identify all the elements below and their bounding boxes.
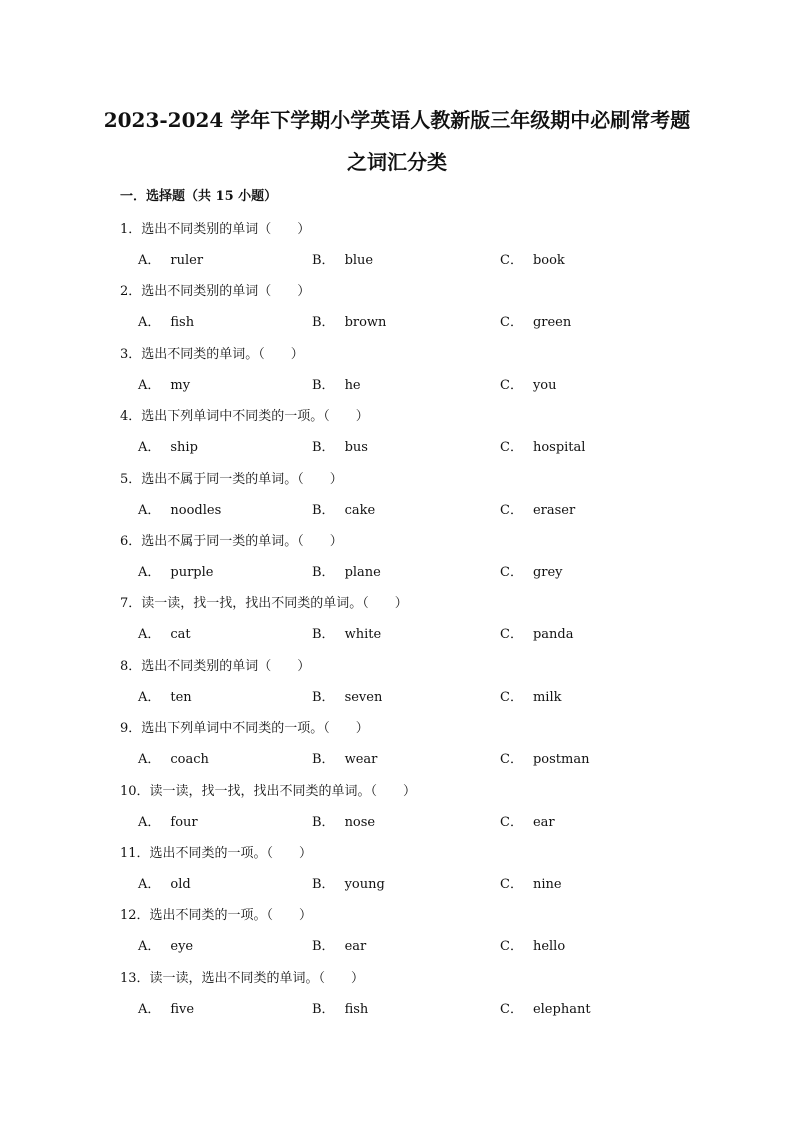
option-text: eye: [170, 939, 194, 955]
option-text: green: [532, 315, 572, 331]
question-stem: 13．读一读，选出不同类的单词。（ ）: [120, 970, 365, 986]
option-b: [312, 561, 381, 580]
question-item: [120, 592, 680, 652]
question-stem: 7．读一读，找一找，找出不同类的单词。（ ）: [120, 596, 408, 612]
option-label: B．: [312, 253, 335, 268]
option-text: white: [344, 627, 382, 643]
option-label: B．: [312, 315, 335, 331]
option-text: cake: [344, 502, 376, 518]
option-text: grey: [532, 565, 563, 580]
question-item: [120, 343, 680, 403]
option-label: A．: [138, 814, 161, 830]
option-label: C．: [500, 440, 523, 456]
option-text: cat: [170, 627, 191, 643]
option-label: C．: [500, 1001, 523, 1017]
question-stem: 5．选出不属于同一类的单词。（ ）: [120, 471, 343, 487]
option-b: [312, 311, 386, 330]
question-stem: 9．选出下列单词中不同类的一项。（ ）: [120, 721, 369, 737]
option-text: four: [170, 814, 198, 830]
option-text: plane: [344, 565, 381, 580]
option-label: B．: [312, 565, 335, 580]
option-text: ear: [344, 939, 367, 955]
option-text: nine: [532, 877, 562, 892]
option-label: B．: [312, 440, 335, 456]
option-label: B．: [312, 627, 335, 643]
option-label: B．: [312, 814, 335, 830]
question-item: [120, 468, 680, 528]
question-item: [120, 655, 680, 715]
question-stem: 2．选出不同类别的单词（ ）: [120, 284, 311, 300]
option-a: [138, 998, 194, 1017]
option-label: C．: [500, 565, 523, 580]
option-label: B．: [312, 689, 335, 705]
option-c: [500, 873, 562, 892]
option-label: C．: [500, 627, 523, 643]
option-label: A．: [138, 315, 161, 331]
option-text: five: [170, 1001, 195, 1017]
option-c: [500, 623, 573, 642]
option-label: C．: [500, 315, 523, 331]
option-a: [138, 623, 191, 642]
option-c: [500, 561, 563, 580]
option-label: C．: [500, 377, 523, 393]
option-c: [500, 811, 555, 830]
question-item: [120, 967, 680, 1027]
option-text: postman: [532, 752, 590, 768]
option-text: ship: [170, 440, 198, 456]
section-heading: 一．选择题（共 15 小题）: [120, 189, 278, 204]
option-text: nose: [344, 814, 376, 830]
question-item: [120, 842, 680, 902]
option-c: [500, 436, 585, 455]
option-label: A．: [138, 939, 161, 955]
option-text: blue: [344, 253, 374, 268]
option-b: [312, 935, 366, 954]
option-c: [500, 374, 557, 393]
question-stem: 12．选出不同类的一项。（ ）: [120, 908, 313, 924]
option-c: [500, 311, 571, 330]
option-text: book: [532, 253, 565, 268]
option-c: [500, 935, 565, 954]
document-title-line-1: 2023-2024 学年下学期小学英语人教新版三年级期中必刷常考题: [103, 108, 691, 132]
option-a: [138, 686, 192, 705]
option-c: [500, 249, 565, 268]
option-label: B．: [312, 752, 335, 768]
question-item: [120, 530, 680, 590]
option-label: A．: [138, 627, 161, 643]
option-a: [138, 436, 198, 455]
question-stem: 4．选出下列单词中不同类的一项。（ ）: [120, 409, 369, 425]
option-text: panda: [532, 627, 574, 643]
option-b: [312, 686, 382, 705]
option-a: [138, 748, 209, 767]
option-b: [312, 748, 377, 767]
question-stem: 3．选出不同类的单词。（ ）: [120, 346, 304, 362]
option-a: [138, 374, 190, 393]
option-text: purple: [170, 565, 214, 580]
option-b: [312, 811, 375, 830]
question-stem: 1．选出不同类别的单词（ ）: [120, 222, 311, 237]
option-label: A．: [138, 565, 161, 580]
option-a: [138, 311, 194, 330]
question-item: [120, 405, 680, 465]
option-b: [312, 623, 381, 642]
option-label: B．: [312, 502, 335, 518]
option-b: [312, 249, 373, 268]
option-text: young: [344, 877, 385, 892]
option-c: [500, 686, 561, 705]
option-label: A．: [138, 689, 161, 705]
question-item: [120, 904, 680, 964]
option-label: A．: [138, 877, 161, 892]
question-item: [120, 717, 680, 777]
option-text: you: [532, 377, 557, 393]
option-label: C．: [500, 253, 523, 268]
option-text: brown: [344, 315, 387, 331]
option-label: C．: [500, 689, 523, 705]
option-text: bus: [344, 440, 368, 456]
option-label: A．: [138, 752, 161, 768]
option-label: C．: [500, 814, 523, 830]
option-text: elephant: [532, 1001, 591, 1017]
question-item: [120, 280, 680, 340]
option-text: fish: [170, 315, 195, 331]
option-a: [138, 561, 213, 580]
option-text: seven: [344, 689, 383, 705]
option-c: [500, 499, 575, 518]
option-b: [312, 873, 385, 892]
question-item: [120, 780, 680, 840]
option-a: [138, 811, 198, 830]
option-label: C．: [500, 752, 523, 768]
document-title-line-2: 之词汇分类: [347, 150, 447, 174]
option-text: old: [170, 877, 191, 892]
option-text: coach: [170, 752, 209, 768]
option-text: eraser: [532, 502, 576, 518]
question-stem: 6．选出不属于同一类的单词。（ ）: [120, 534, 343, 549]
option-label: A．: [138, 377, 161, 393]
option-b: [312, 374, 361, 393]
option-text: my: [170, 377, 191, 393]
option-a: [138, 499, 221, 518]
option-label: C．: [500, 502, 523, 518]
option-text: he: [344, 377, 361, 393]
option-text: hospital: [532, 440, 586, 456]
option-text: fish: [344, 1001, 369, 1017]
option-label: B．: [312, 377, 335, 393]
option-label: B．: [312, 939, 335, 955]
option-text: milk: [532, 689, 562, 705]
option-b: [312, 436, 368, 455]
option-a: [138, 935, 193, 954]
option-label: C．: [500, 939, 523, 955]
option-text: ten: [170, 689, 192, 705]
option-label: B．: [312, 1001, 335, 1017]
option-label: B．: [312, 877, 335, 892]
question-item: [120, 218, 680, 278]
option-text: ear: [532, 814, 555, 830]
option-label: A．: [138, 502, 161, 518]
question-stem: 11．选出不同类的一项。（ ）: [120, 846, 313, 861]
option-text: wear: [344, 752, 378, 768]
option-c: [500, 748, 589, 767]
option-label: A．: [138, 440, 161, 456]
option-text: hello: [532, 939, 566, 955]
option-label: A．: [138, 1001, 161, 1017]
option-b: [312, 998, 368, 1017]
option-b: [312, 499, 375, 518]
option-a: [138, 249, 203, 268]
option-text: noodles: [170, 502, 222, 518]
option-a: [138, 873, 191, 892]
question-stem: 10．读一读，找一找，找出不同类的单词。（ ）: [120, 783, 417, 799]
option-text: ruler: [170, 253, 204, 268]
option-label: C．: [500, 877, 523, 892]
option-c: [500, 998, 591, 1017]
question-stem: 8．选出不同类别的单词（ ）: [120, 658, 311, 674]
option-label: A．: [138, 253, 161, 268]
